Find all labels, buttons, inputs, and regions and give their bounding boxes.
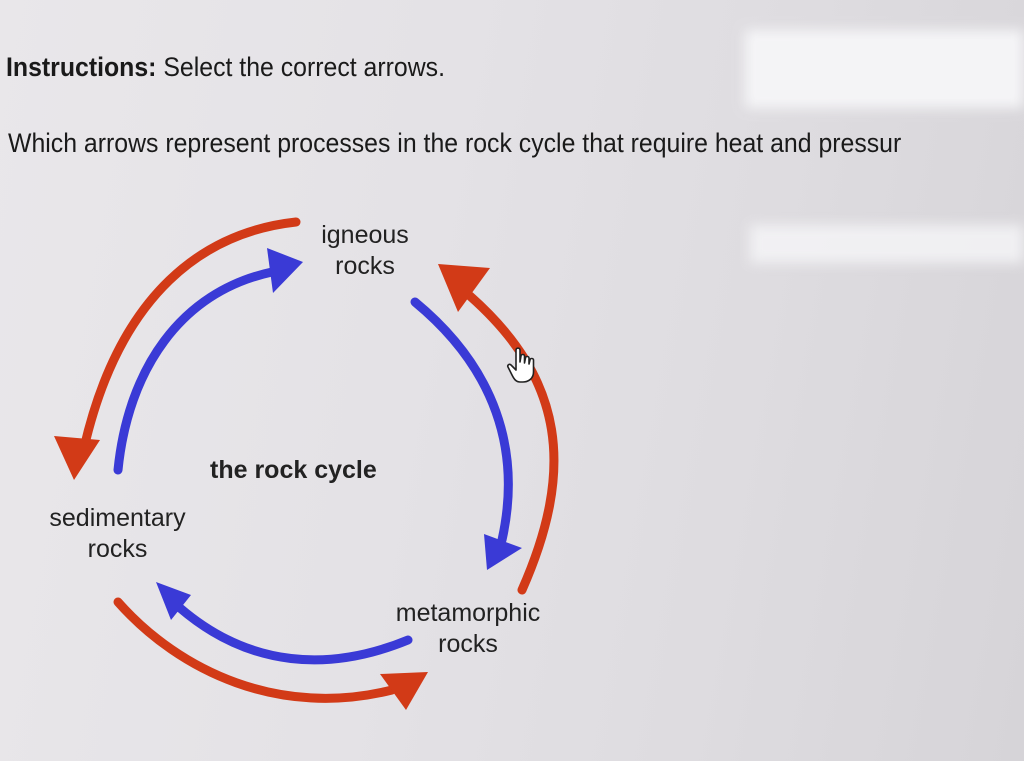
- node-sedimentary-rocks: [30, 503, 205, 565]
- metamorphic-label-line1: metamorphic: [395, 599, 541, 627]
- arrow-igneous-to-sedimentary[interactable]: [54, 222, 296, 480]
- node-igneous-rocks: [300, 220, 430, 282]
- diagram-title: the rock cycle: [210, 456, 377, 484]
- sedimentary-label-line1: sedimentary: [49, 504, 186, 532]
- sedimentary-label-line2: rocks: [87, 535, 148, 563]
- igneous-label-line2: rocks: [335, 252, 395, 280]
- igneous-label-line1: igneous: [321, 221, 409, 249]
- arrow-sedimentary-to-igneous[interactable]: [118, 248, 303, 470]
- instructions-text: Select the correct arrows.: [163, 52, 445, 82]
- node-metamorphic-rocks: [383, 598, 553, 660]
- arrow-metamorphic-to-sedimentary[interactable]: [156, 582, 408, 660]
- instructions-label: Instructions:: [6, 52, 157, 82]
- arrow-igneous-to-metamorphic[interactable]: [415, 302, 522, 570]
- metamorphic-label-line2: rocks: [438, 630, 498, 658]
- question-text: Which arrows represent processes in the rock cycle that require heat and pressur: [8, 128, 902, 158]
- hand-pointer-icon: [506, 346, 540, 386]
